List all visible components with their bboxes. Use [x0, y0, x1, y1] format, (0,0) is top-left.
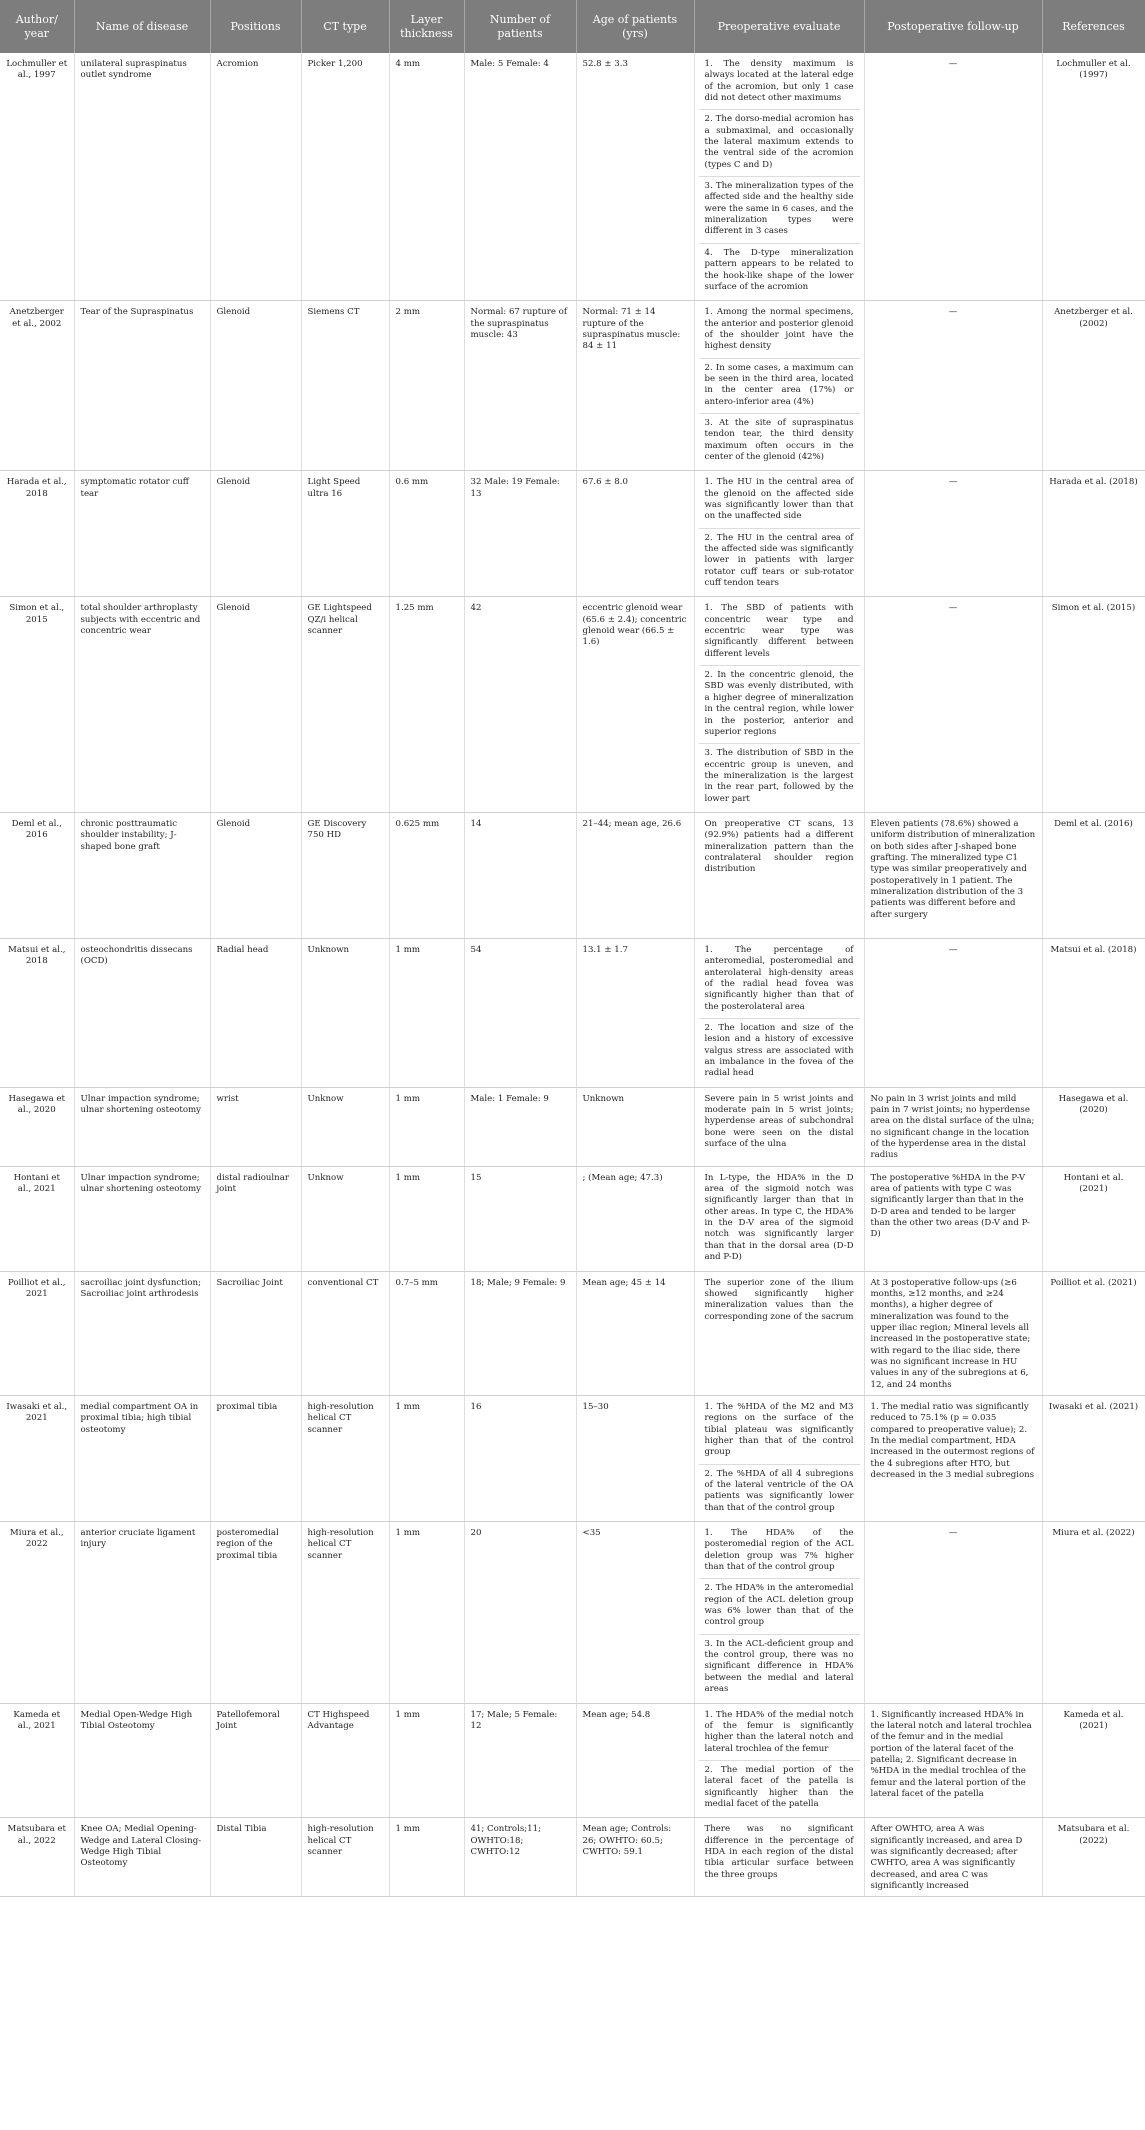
cell-positions: Glenoid — [210, 471, 301, 597]
preoperative-item: On preoperative CT scans, 13 (92.9%) patients had a different mineralization pattern than the contralateral shoulder region distribution — [704, 818, 854, 875]
cell-disease: total shoulder arthroplasty subjects with eccentric and concentric wear — [74, 597, 210, 813]
cell-references: Hontani et al. (2021) — [1042, 1166, 1145, 1271]
cell-postoperative: 1. The medial ratio was significantly reduced to 75.1% (p = 0.035 compared to preoperative value); 2. In the medial compartment, HDA increased in the outermost regions of the 4 subregions after HTO, but decreased in the 3 medial subregions — [864, 1395, 1042, 1521]
cell-author: Deml et al., 2016 — [0, 812, 74, 938]
cell-preoperative — [694, 53, 864, 301]
cell-author: Matsui et al., 2018 — [0, 938, 74, 1087]
cell-ct-type: CT Highspeed Advantage — [301, 1703, 389, 1818]
cell-patients: 14 — [464, 812, 576, 938]
cell-layer-thickness: 1 mm — [389, 1522, 464, 1703]
cell-disease: Ulnar impaction syndrome; ulnar shortening osteotomy — [74, 1087, 210, 1166]
cell-author: Kameda et al., 2021 — [0, 1703, 74, 1818]
cell-layer-thickness: 1 mm — [389, 938, 464, 1087]
cell-age: Unknown — [576, 1087, 694, 1166]
cell-preoperative — [694, 812, 864, 938]
cell-disease: osteochondritis dissecans (OCD) — [74, 938, 210, 1087]
col-header-disease: Name of disease — [74, 0, 210, 53]
cell-ct-type: high-resolution helical CT scanner — [301, 1818, 389, 1897]
cell-references: Harada et al. (2018) — [1042, 471, 1145, 597]
cell-layer-thickness: 1 mm — [389, 1087, 464, 1166]
cell-ct-type: Light Speed ultra 16 — [301, 471, 389, 597]
cell-age: <35 — [576, 1522, 694, 1703]
col-header-layer-thickness: Layer thickness — [389, 0, 464, 53]
preoperative-item: 1. Among the normal specimens, the anterior and posterior glenoid of the shoulder joint have the highest density — [699, 303, 860, 358]
table-row — [0, 1087, 1145, 1166]
cell-age: Mean age; Controls: 26; OWHTO: 60.5; CWHTO: 59.1 — [576, 1818, 694, 1897]
cell-age: eccentric glenoid wear (65.6 ± 2.4); concentric glenoid wear (66.5 ± 1.6) — [576, 597, 694, 813]
cell-author: Matsubara et al., 2022 — [0, 1818, 74, 1897]
cell-patients: 32 Male: 19 Female: 13 — [464, 471, 576, 597]
preoperative-item: 1. The HDA% of the posteromedial region of the ACL deletion group was 7% higher than that of the control group — [699, 1524, 860, 1579]
table-row — [0, 471, 1145, 597]
cell-references: Hasegawa et al. (2020) — [1042, 1087, 1145, 1166]
cell-author: Anetzberger et al., 2002 — [0, 301, 74, 471]
cell-author: Lochmuller et al., 1997 — [0, 53, 74, 301]
cell-author: Simon et al., 2015 — [0, 597, 74, 813]
cell-age: 21–44; mean age, 26.6 — [576, 812, 694, 938]
preoperative-item: 2. The HDA% in the anteromedial region of the ACL deletion group was 6% lower than that of the control group — [699, 1579, 860, 1634]
cell-disease: symptomatic rotator cuff tear — [74, 471, 210, 597]
cell-preoperative — [694, 1522, 864, 1703]
cell-postoperative: Eleven patients (78.6%) showed a uniform distribution of mineralization on both sides after J-shaped bone grafting. The mineralized type C1 type was similar preoperatively and postoperatively in 1 patient. The mineralization distribution of the 3 patients was different before and after surgery — [864, 812, 1042, 938]
col-header-author: Author/ year — [0, 0, 74, 53]
cell-patients: Male: 1 Female: 9 — [464, 1087, 576, 1166]
col-header-preoperative: Preoperative evaluate — [694, 0, 864, 53]
col-header-postoperative: Postoperative follow-up — [864, 0, 1042, 53]
table-row — [0, 301, 1145, 471]
cell-layer-thickness: 0.6 mm — [389, 471, 464, 597]
cell-age: 15–30 — [576, 1395, 694, 1521]
cell-references: Kameda et al. (2021) — [1042, 1703, 1145, 1818]
table-header — [0, 0, 1145, 53]
cell-ct-type: Picker 1,200 — [301, 53, 389, 301]
cell-ct-type: Unknown — [301, 938, 389, 1087]
cell-disease: Tear of the Supraspinatus — [74, 301, 210, 471]
cell-layer-thickness: 0.625 mm — [389, 812, 464, 938]
cell-positions: wrist — [210, 1087, 301, 1166]
preoperative-item: 2. The %HDA of all 4 subregions of the lateral ventricle of the OA patients was significantly lower than that of the control group — [704, 1468, 854, 1513]
preoperative-item: 1. The SBD of patients with concentric wear type and eccentric wear type was significantly different between different levels — [699, 599, 860, 666]
cell-postoperative: — — [864, 471, 1042, 597]
cell-postoperative: — — [864, 301, 1042, 471]
cell-patients: Male: 5 Female: 4 — [464, 53, 576, 301]
preoperative-item: 1. The %HDA of the M2 and M3 regions on the surface of the tibial plateau was significantly higher than that of the control group — [699, 1398, 860, 1465]
cell-patients: 18; Male; 9 Female: 9 — [464, 1271, 576, 1395]
cell-ct-type: conventional CT — [301, 1271, 389, 1395]
preoperative-item: 2. The HU in the central area of the affected side was significantly lower in patients with larger rotator cuff tears or sub-rotator cuff tendon tears — [704, 532, 854, 589]
cell-positions: posteromedial region of the proximal tibia — [210, 1522, 301, 1703]
cell-postoperative: — — [864, 1522, 1042, 1703]
col-header-references: References — [1042, 0, 1145, 53]
cell-patients: 20 — [464, 1522, 576, 1703]
cell-disease: chronic posttraumatic shoulder instability; J-shaped bone graft — [74, 812, 210, 938]
cell-preoperative — [694, 938, 864, 1087]
cell-postoperative: The postoperative %HDA in the P-V area of patients with type C was significantly larger than that in the D-D area and tended to be larger than the other two areas (D-V and P-D) — [864, 1166, 1042, 1271]
cell-postoperative: At 3 postoperative follow-ups (≥6 months, ≥12 months, and ≥24 months), a higher degree of mineralization was found to the upper iliac region; Mineral levels all increased in the postoperative state; with regard to the iliac side, there was no significant increase in HU values in any of the subregions at 6, 12, and 24 months — [864, 1271, 1042, 1395]
preoperative-item: 3. The mineralization types of the affected side and the healthy side were the same in 6 cases, and the mineralization types were different in 3 cases — [699, 177, 860, 244]
cell-patients: 54 — [464, 938, 576, 1087]
cell-disease: medial compartment OA in proximal tibia; high tibial osteotomy — [74, 1395, 210, 1521]
col-header-patients: Number of patients — [464, 0, 576, 53]
table-row — [0, 1166, 1145, 1271]
cell-disease: unilateral supraspinatus outlet syndrome — [74, 53, 210, 301]
col-header-positions: Positions — [210, 0, 301, 53]
cell-references: Simon et al. (2015) — [1042, 597, 1145, 813]
cell-references: Anetzberger et al. (2002) — [1042, 301, 1145, 471]
cell-positions: Sacroiliac Joint — [210, 1271, 301, 1395]
cell-age: ; (Mean age; 47.3) — [576, 1166, 694, 1271]
cell-preoperative — [694, 1166, 864, 1271]
preoperative-item: 3. In the ACL-deficient group and the control group, there was no significant difference in HDA% between the medial and lateral areas — [704, 1638, 854, 1695]
cell-disease: anterior cruciate ligament injury — [74, 1522, 210, 1703]
cell-age: Normal: 71 ± 14 rupture of the supraspinatus muscle: 84 ± 11 — [576, 301, 694, 471]
table-row — [0, 53, 1145, 301]
cell-positions: Acromion — [210, 53, 301, 301]
table-row — [0, 597, 1145, 813]
cell-patients: 42 — [464, 597, 576, 813]
cell-age: Mean age; 54.8 — [576, 1703, 694, 1818]
cell-layer-thickness: 0.7–5 mm — [389, 1271, 464, 1395]
cell-ct-type: Unknow — [301, 1166, 389, 1271]
table-row — [0, 1703, 1145, 1818]
table-row — [0, 938, 1145, 1087]
cell-references: Miura et al. (2022) — [1042, 1522, 1145, 1703]
preoperative-item: The superior zone of the ilium showed significantly higher mineralization values than the corresponding zone of the sacrum — [704, 1277, 854, 1322]
cell-ct-type: Siemens CT — [301, 301, 389, 471]
cell-disease: Knee OA; Medial Opening-Wedge and Lateral Closing-Wedge High Tibial Osteotomy — [74, 1818, 210, 1897]
cell-preoperative — [694, 1087, 864, 1166]
preoperative-item: 1. The HU in the central area of the glenoid on the affected side was significantly lower than that on the unaffected side — [699, 473, 860, 528]
cell-disease: sacroiliac joint dysfunction; Sacroiliac joint arthrodesis — [74, 1271, 210, 1395]
cell-author: Iwasaki et al., 2021 — [0, 1395, 74, 1521]
cell-references: Matsubara et al. (2022) — [1042, 1818, 1145, 1897]
cell-preoperative — [694, 1703, 864, 1818]
cell-age: 67.6 ± 8.0 — [576, 471, 694, 597]
cell-postoperative: 1. Significantly increased HDA% in the lateral notch and lateral trochlea of the femur and in the medial portion of the lateral facet of the patella; 2. Significant decrease in %HDA in the medial trochlea of the femur and the lateral portion of the lateral facet of the patella — [864, 1703, 1042, 1818]
cell-postoperative: — — [864, 597, 1042, 813]
cell-positions: Glenoid — [210, 812, 301, 938]
cell-disease: Medial Open-Wedge High Tibial Osteotomy — [74, 1703, 210, 1818]
cell-ct-type: high-resolution helical CT scanner — [301, 1395, 389, 1521]
col-header-ct-type: CT type — [301, 0, 389, 53]
cell-positions: distal radioulnar joint — [210, 1166, 301, 1271]
table-row — [0, 1522, 1145, 1703]
cell-layer-thickness: 1 mm — [389, 1818, 464, 1897]
cell-preoperative — [694, 597, 864, 813]
cell-preoperative — [694, 1818, 864, 1897]
table-row — [0, 1271, 1145, 1395]
cell-layer-thickness: 1 mm — [389, 1703, 464, 1818]
cell-positions: Patellofemoral Joint — [210, 1703, 301, 1818]
cell-preoperative — [694, 1271, 864, 1395]
cell-preoperative — [694, 301, 864, 471]
cell-ct-type: high-resolution helical CT scanner — [301, 1522, 389, 1703]
cell-disease: Ulnar impaction syndrome; ulnar shortening osteotomy — [74, 1166, 210, 1271]
cell-positions: proximal tibia — [210, 1395, 301, 1521]
cell-references: Lochmuller et al. (1997) — [1042, 53, 1145, 301]
cell-preoperative — [694, 471, 864, 597]
cell-ct-type: GE Lightspeed QZ/i helical scanner — [301, 597, 389, 813]
cell-positions: Distal Tibia — [210, 1818, 301, 1897]
preoperative-item: 4. The D-type mineralization pattern appears to be related to the hook-like shape of the lower surface of the acromion — [704, 247, 854, 292]
cell-positions: Glenoid — [210, 301, 301, 471]
cell-layer-thickness: 1 mm — [389, 1166, 464, 1271]
col-header-age: Age of patients (yrs) — [576, 0, 694, 53]
cell-ct-type: Unknow — [301, 1087, 389, 1166]
preoperative-item: 1. The HDA% of the medial notch of the femur is significantly higher than the lateral notch and lateral trochlea of the femur — [699, 1706, 860, 1761]
preoperative-item: 3. At the site of supraspinatus tendon tear, the third density maximum often occurs in the center of the glenoid (42%) — [704, 417, 854, 462]
preoperative-item: In L-type, the HDA% in the D area of the sigmoid notch was significantly larger than that in other areas. In type C, the HDA% in the D-V area of the sigmoid notch was significantly larger than that in the dorsal area (D-D and P-D) — [704, 1172, 854, 1263]
cell-age: 52.8 ± 3.3 — [576, 53, 694, 301]
cell-author: Harada et al., 2018 — [0, 471, 74, 597]
preoperative-item: 2. In some cases, a maximum can be seen in the third area, located in the center area (17%) or antero-inferior area (4%) — [699, 359, 860, 414]
preoperative-item: There was no significant difference in the percentage of HDA in each region of the distal tibia articular surface between the three groups — [704, 1824, 854, 1880]
cell-author: Miura et al., 2022 — [0, 1522, 74, 1703]
cell-author: Hontani et al., 2021 — [0, 1166, 74, 1271]
preoperative-item: 2. The location and size of the lesion and a history of excessive valgus stress are associated with an imbalance in the fovea of the radial head — [704, 1022, 854, 1079]
cell-layer-thickness: 2 mm — [389, 301, 464, 471]
preoperative-item: 2. The medial portion of the lateral facet of the patella is significantly higher than the medial facet of the patella — [704, 1764, 854, 1809]
preoperative-item: 1. The density maximum is always located at the lateral edge of the acromion, but only 1 case did not detect other maximums — [699, 55, 860, 110]
cell-postoperative: No pain in 3 wrist joints and mild pain in 7 wrist joints; no hyperdense area on the distal surface of the ulna; no significant change in the location of the hyperdense area in the distal radius — [864, 1087, 1042, 1166]
cell-postoperative: — — [864, 53, 1042, 301]
cell-positions: Radial head — [210, 938, 301, 1087]
cell-references: Matsui et al. (2018) — [1042, 938, 1145, 1087]
preoperative-item: Severe pain in 5 wrist joints and moderate pain in 5 wrist joints; hyperdense areas of subchondral bone were seen on the distal surface of the ulna — [704, 1093, 854, 1150]
cell-postoperative: — — [864, 938, 1042, 1087]
cell-age: 13.1 ± 1.7 — [576, 938, 694, 1087]
preoperative-item: 3. The distribution of SBD in the eccentric group is uneven, and the mineralization is the largest in the rear part, followed by the lower part — [704, 748, 854, 804]
preoperative-item: 2. The dorso-medial acromion has a submaximal, and occasionally the lateral maximum extends to the ventral side of the acromion (types C and D) — [699, 110, 860, 177]
cell-layer-thickness: 1.25 mm — [389, 597, 464, 813]
cell-patients: Normal: 67 rupture of the supraspinatus muscle: 43 — [464, 301, 576, 471]
cell-patients: 41; Controls;11; OWHTO:18; CWHTO:12 — [464, 1818, 576, 1897]
cell-preoperative — [694, 1395, 864, 1521]
cell-postoperative: After OWHTO, area A was significantly increased, and area D was significantly decreased; after CWHTO, area A was significantly decreased, and area C was significantly increased — [864, 1818, 1042, 1897]
table-row — [0, 1395, 1145, 1521]
cell-references: Poilliot et al. (2021) — [1042, 1271, 1145, 1395]
cell-layer-thickness: 1 mm — [389, 1395, 464, 1521]
cell-positions: Glenoid — [210, 597, 301, 813]
preoperative-item: 2. In the concentric glenoid, the SBD was evenly distributed, with a higher degree of mineralization in the central region, while lower in the posterior, anterior and superior regions — [699, 666, 860, 744]
cell-ct-type: GE Discovery 750 HD — [301, 812, 389, 938]
preoperative-item: 1. The percentage of anteromedial, posteromedial and anterolateral high-density areas of the radial head fovea was significantly higher than that of the posterolateral area — [699, 941, 860, 1019]
cell-patients: 15 — [464, 1166, 576, 1271]
cell-patients: 16 — [464, 1395, 576, 1521]
cell-references: Deml et al. (2016) — [1042, 812, 1145, 938]
cell-age: Mean age; 45 ± 14 — [576, 1271, 694, 1395]
cell-references: Iwasaki et al. (2021) — [1042, 1395, 1145, 1521]
table-row — [0, 1818, 1145, 1897]
table-row — [0, 812, 1145, 938]
cell-author: Poilliot et al., 2021 — [0, 1271, 74, 1395]
table-body — [0, 53, 1145, 1897]
header-row — [0, 0, 1145, 53]
cell-patients: 17; Male; 5 Female: 12 — [464, 1703, 576, 1818]
cell-author: Hasegawa et al., 2020 — [0, 1087, 74, 1166]
cell-layer-thickness: 4 mm — [389, 53, 464, 301]
